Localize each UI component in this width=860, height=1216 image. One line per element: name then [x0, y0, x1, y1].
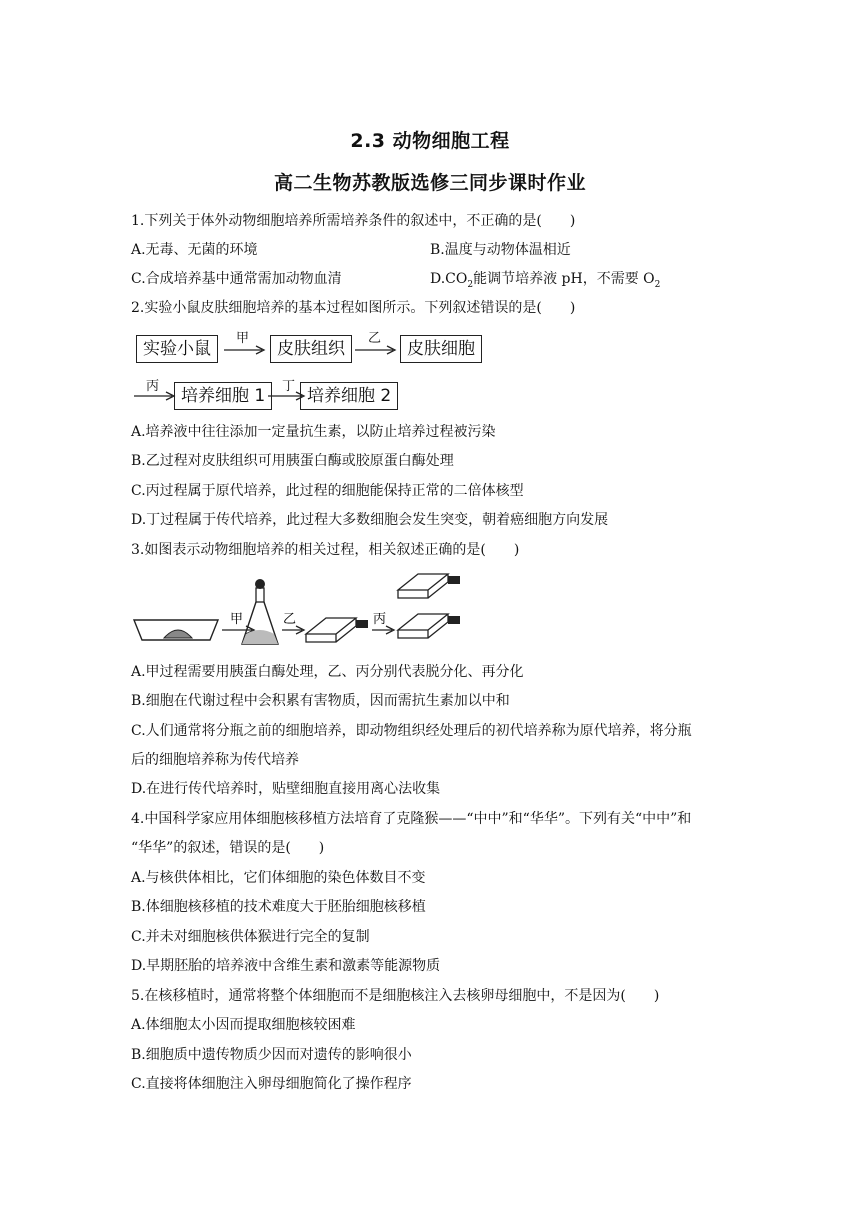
q1-option-b: B.温度与动物体温相近 [430, 242, 571, 258]
q3-option-c-line1: C.人们通常将分瓶之前的细胞培养，即动物组织经处理后的初代培养称为原代培养，将分瓶 [131, 723, 692, 739]
q1-stem: 1.下列关于体外动物细胞培养所需培养条件的叙述中，不正确的是( ) [131, 213, 576, 229]
q5-stem: 5.在核移植时，通常将整个体细胞而不是细胞核注入去核卵母细胞中，不是因为( ) [131, 988, 660, 1004]
q4-option-a: A.与核供体相比，它们体细胞的染色体数目不变 [131, 870, 426, 886]
conical-flask-icon [242, 579, 278, 644]
q3-stem: 3.如图表示动物细胞培养的相关过程，相关叙述正确的是( ) [131, 542, 520, 558]
culture-bottle-upper-icon [398, 574, 460, 598]
q1-option-d-pre: D.CO [430, 271, 468, 287]
flow-box-culture-cell-1: 培养细胞 1 [174, 382, 272, 410]
flow-label-yi: 乙 [368, 331, 382, 346]
q4-stem-line1: 4.中国科学家应用体细胞核移植方法培育了克隆猴——“中中”和“华华”。下列有关“中中”和 [131, 811, 692, 827]
culture-bottle-icon [306, 618, 368, 642]
diagram-label-jia: 甲 [230, 612, 244, 627]
q2-option-c: C.丙过程属于原代培养，此过程的细胞能保持正常的二倍体核型 [131, 483, 524, 499]
flow-box-skin-tissue: 皮肤组织 [270, 335, 352, 363]
q5-option-c: C.直接将体细胞注入卵母细胞简化了操作程序 [131, 1076, 412, 1092]
document-title: 2.3 动物细胞工程 [350, 130, 510, 152]
flow-label-ding: 丁 [282, 379, 296, 394]
flow-arrow-1 [224, 344, 266, 356]
q1-option-d-sub: 2 [467, 279, 474, 290]
flow-box-mouse: 实验小鼠 [136, 335, 218, 363]
cell-culture-diagram [130, 568, 470, 654]
q2-stem: 2.实验小鼠皮肤细胞培养的基本过程如图所示。下列叙述错误的是( ) [131, 300, 576, 316]
q5-option-a: A.体细胞太小因而提取细胞核较困难 [131, 1017, 356, 1033]
petri-dish-icon [134, 620, 218, 640]
q3-option-c-line2: 后的细胞培养称为传代培养 [131, 752, 299, 768]
q5-option-b: B.细胞质中遗传物质少因而对遗传的影响很小 [131, 1047, 412, 1063]
document-subtitle: 高二生物苏教版选修三同步课时作业 [273, 172, 586, 194]
flow-box-skin-cell: 皮肤细胞 [400, 335, 482, 363]
flow-box-culture-cell-2: 培养细胞 2 [300, 382, 398, 410]
q4-option-d: D.早期胚胎的培养液中含维生素和激素等能源物质 [131, 958, 441, 974]
q1-option-a: A.无毒、无菌的环境 [131, 242, 258, 258]
q3-option-b: B.细胞在代谢过程中会积累有害物质，因而需抗生素加以中和 [131, 693, 510, 709]
q1-option-d-mid: 能调节培养液 pH，不需要 O [473, 271, 655, 287]
diagram-label-bing: 丙 [373, 612, 387, 627]
q1-option-d [430, 268, 660, 290]
culture-bottle-lower-icon [398, 614, 460, 638]
q4-option-c: C.并未对细胞核供体猴进行完全的复制 [131, 929, 370, 945]
q2-option-a: A.培养液中往往添加一定量抗生素，以防止培养过程被污染 [131, 424, 496, 440]
flow-label-jia: 甲 [236, 331, 250, 346]
flow-arrow-3 [134, 390, 176, 402]
q3-option-d: D.在进行传代培养时，贴壁细胞直接用离心法收集 [131, 781, 441, 797]
q4-option-b: B.体细胞核移植的技术难度大于胚胎细胞核移植 [131, 899, 426, 915]
q1-option-c: C.合成培养基中通常需加动物血清 [131, 271, 342, 287]
q3-option-a: A.甲过程需要用胰蛋白酶处理，乙、丙分别代表脱分化、再分化 [131, 664, 524, 680]
flow-label-bing: 丙 [146, 379, 160, 394]
q2-option-d: D.丁过程属于传代培养，此过程大多数细胞会发生突变，朝着癌细胞方向发展 [131, 512, 609, 528]
flow-arrow-2 [355, 344, 397, 356]
q4-stem-line2: “华华”的叙述，错误的是( ) [131, 840, 325, 856]
diagram-label-yi: 乙 [283, 612, 297, 627]
q2-option-b: B.乙过程对皮肤组织可用胰蛋白酶或胶原蛋白酶处理 [131, 453, 454, 469]
q1-option-d-sub2: 2 [654, 279, 661, 290]
